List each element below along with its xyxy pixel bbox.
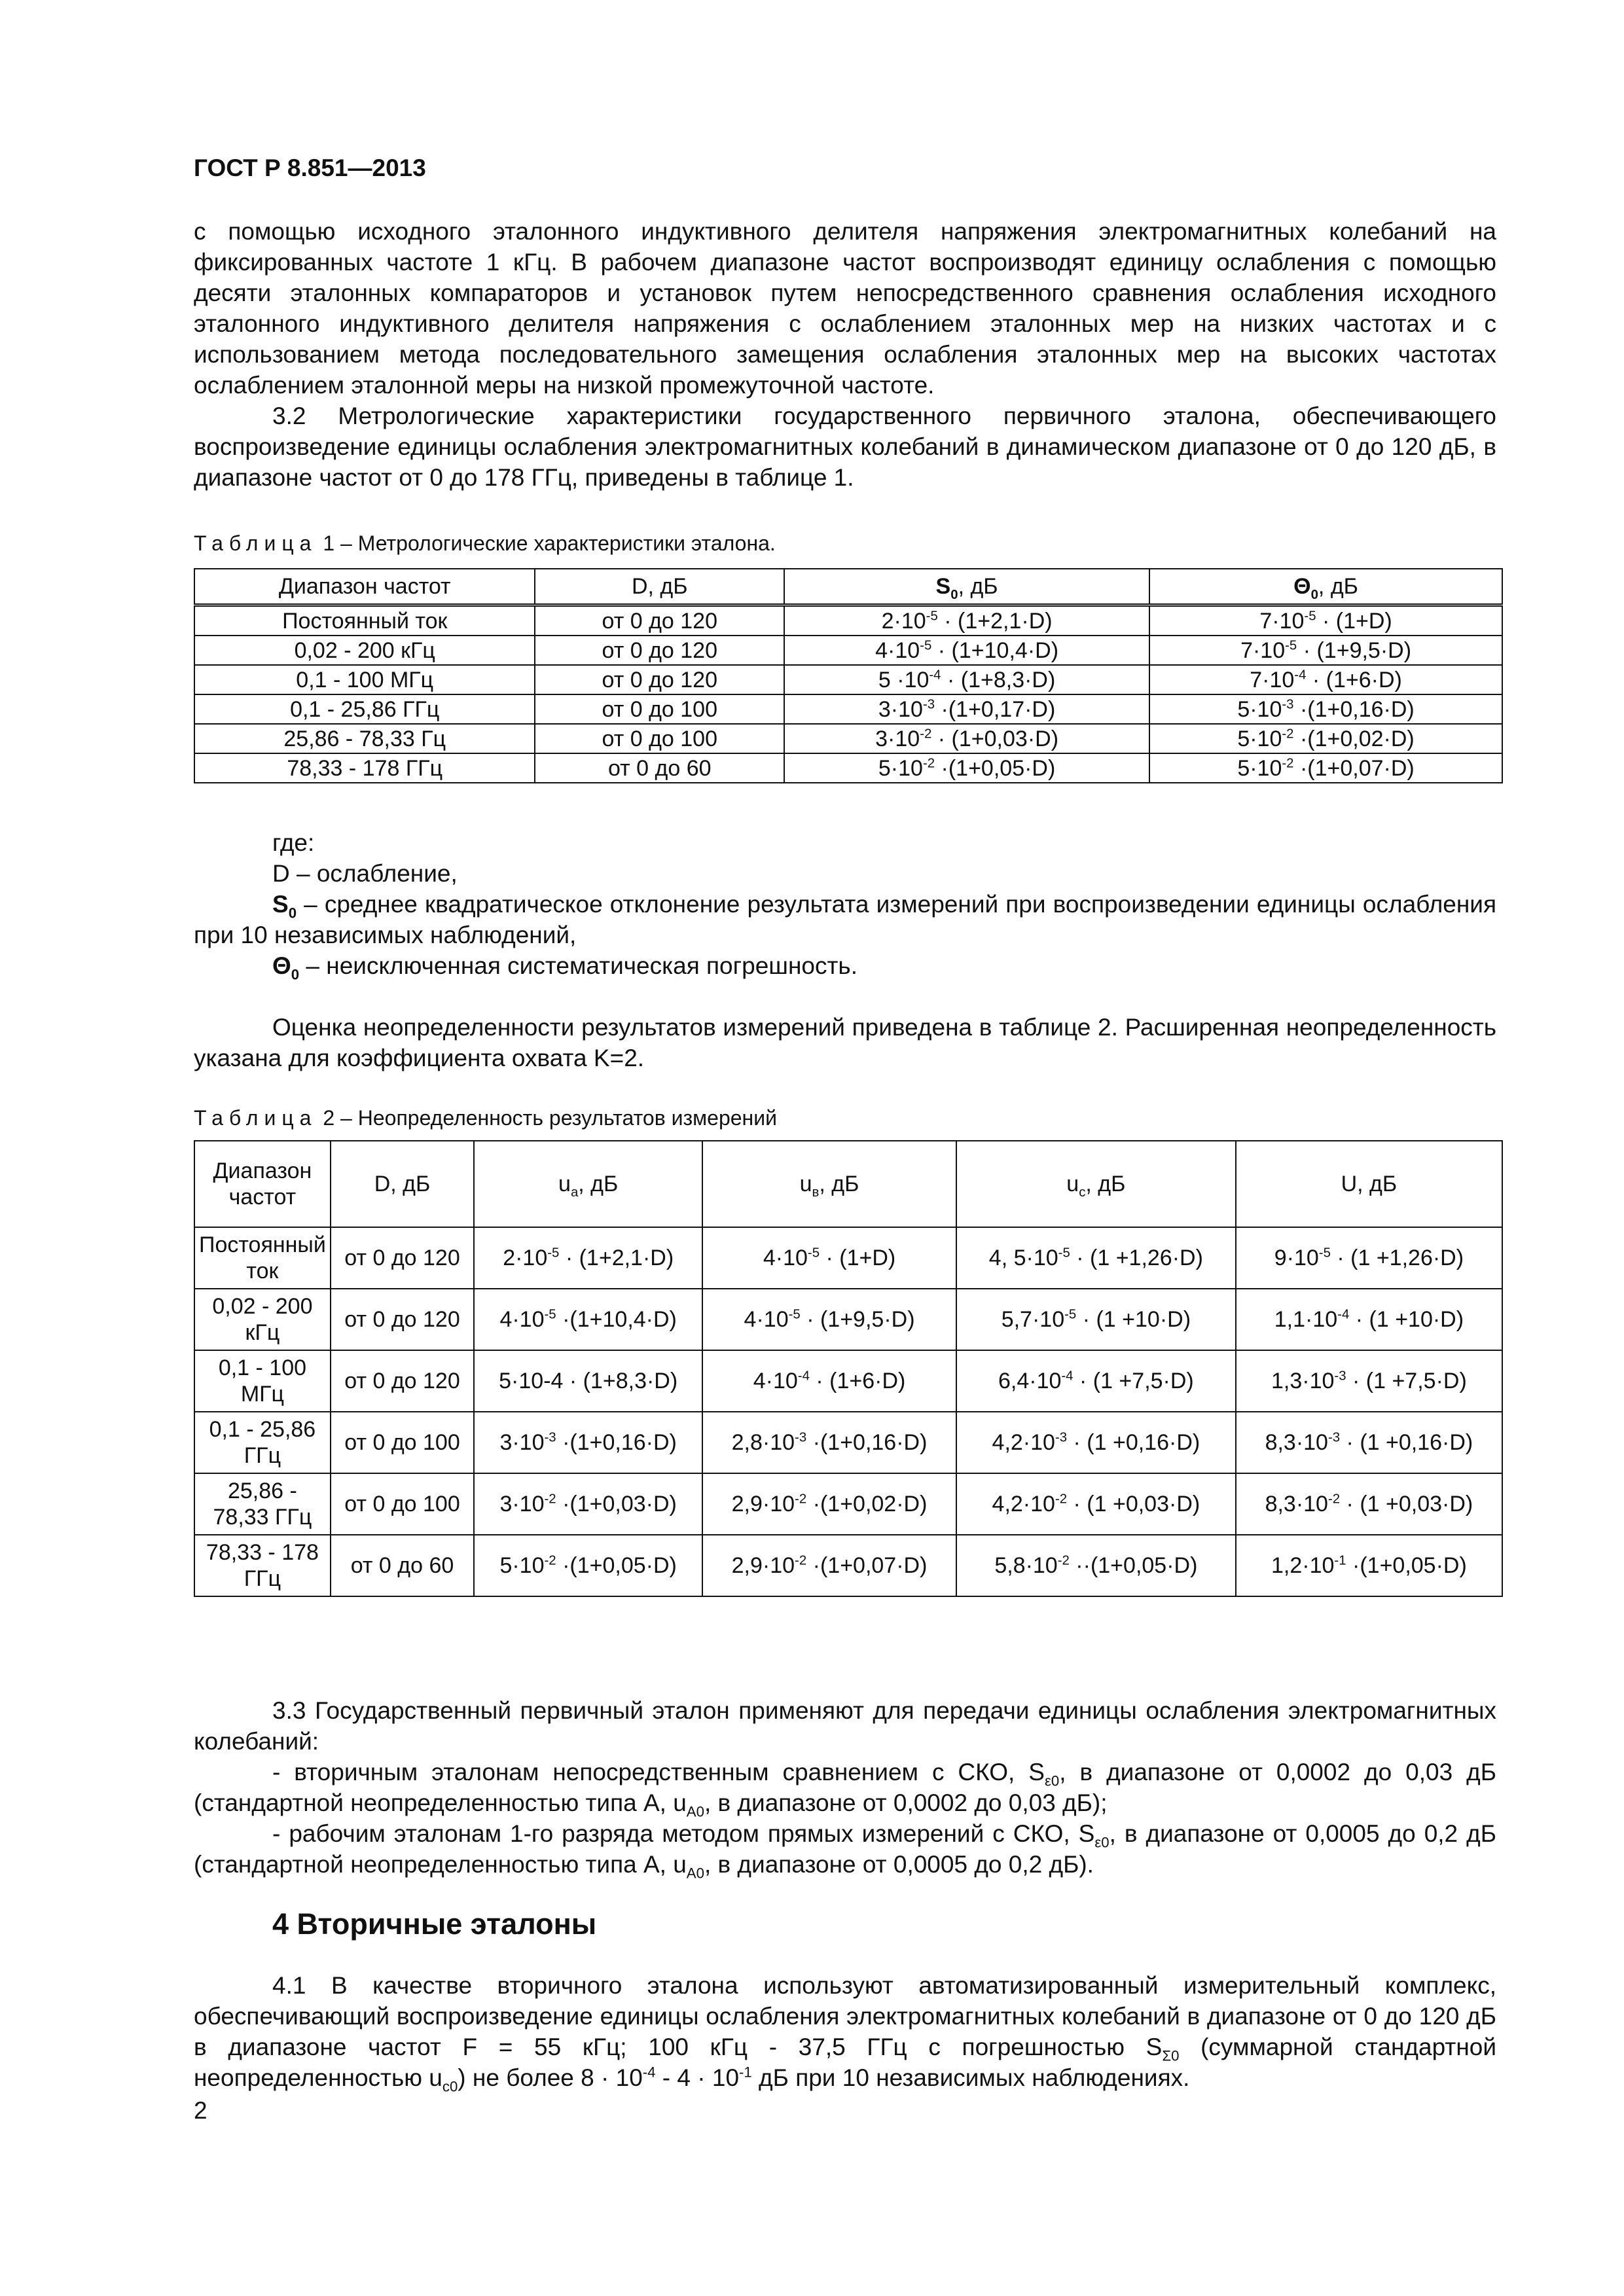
table-row: 0,1 - 25,86 ГГц от 0 до 100 $3\cdot 10^{-3} \cdot(1+0,16\cdot D)$ $2,8\cdot 10^{-3} \cdot(1+0,16\cdot D)$ $4,2\cdot 10^{-3} \cdot (1 +0,16\cdot D)$ $8,3\cdot 10^{-3} \cdot (1 +0,16\cdot D)$	[194, 1412, 1502, 1473]
table-row: Постоянный ток от 0 до 120 $2\cdot 10^{-5} \cdot (1+2,1\cdot D)$ $7\cdot 10^{-5} \cdot (1+D)$	[194, 605, 1502, 636]
table2-header-ua: $u_a$, дБ	[474, 1141, 702, 1227]
table1	[194, 568, 1503, 783]
definition-theta0: $\Theta_0$ – неисключенная систематическая погрешность.	[272, 952, 857, 983]
definition-where: где:	[272, 829, 315, 856]
table-row: 78,33 - 178 ГГц от 0 до 60 $5\cdot 10^{-2} \cdot(1+0,05\cdot D)$ $2,9\cdot 10^{-2} \cdot(1+0,07\cdot D)$ $5,8\cdot 10^{-2} \cdot\cdot(1+0,05\cdot D)$ $1,2\cdot 10^{-1} \cdot(1+0,05\cdot D)$	[194, 1535, 1502, 1596]
table-row: Постоянный ток от 0 до 120 $2\cdot 10^{-5} \cdot (1+2,1\cdot D)$ $4\cdot 10^{-5} \cdot (1+D)$ 4, $5\cdot 10^{-5} \cdot (1 +1,26\cdot D)$ $9\cdot 10^{-5} \cdot (1 +1,26\cdot D)$	[194, 1227, 1502, 1289]
table2-header-ub: $u_в$, дБ	[702, 1141, 956, 1227]
table-row: 25,86 - 78,33 Гц от 0 до 100 $3\cdot 10^{-2} \cdot (1+0,03\cdot D)$ $5\cdot 10^{-2} \cdot(1+0,02\cdot D)$	[194, 724, 1502, 753]
table1-header-s0: $S_0$, дБ	[784, 569, 1149, 605]
table1-header-freq: Диапазон частот	[194, 569, 535, 605]
table-row: 0,1 - 100 МГц от 0 до 120 5·10-4 · (1+8,3·D) $4\cdot 10^{-4} \cdot (1+6\cdot D)$ $6,4\cdot 10^{-4} \cdot (1 +7,5\cdot D)$ $1,3\cdot 10^{-3} \cdot (1 +7,5\cdot D)$	[194, 1350, 1502, 1412]
table-row: 0,02 - 200 кГц от 0 до 120 $4\cdot 10^{-5} \cdot (1+10,4\cdot D)$ $7\cdot 10^{-5} \cdot (1+9,5\cdot D)$	[194, 636, 1502, 665]
paragraph-4-1: 4.1 В качестве вторичного эталона используют автоматизированный измерительный комплекс, обеспечивающий воспроизведение единицы ослабления электромагнитных колебаний в диапазоне от 0 до 120 дБ в диапазоне частот F = 55 кГц; 100 кГц - 37,5 ГГц с погрешностью $S_{\Sigma 0}$ (суммарной стандартной неопределенностью $u_{c0}$) не более $8 \cdot 10^{-4} - 4 \cdot 10^{-1}$ дБ при 10 независимых наблюдениях.	[194, 1972, 1496, 2095]
table2	[194, 1140, 1503, 1597]
table2-header-d: D, дБ	[331, 1141, 474, 1227]
table2-caption-text: 2 – Неопределенность результатов измерений	[323, 1106, 777, 1130]
paragraph-intro: с помощью исходного эталонного индуктивного делителя напряжения электромагнитных колебаний на фиксированных частоте 1 кГц. В рабочем диапазоне частот воспроизводят единицу ослабления с помощью десяти эталонных компараторов и установок путем непосредственного сравнения ослабления исходного эталонного индуктивного делителя напряжения с ослаблением эталонных мер на низких частотах и с использованием метода последовательного замещения ослабления эталонных мер на высоких частотах ослаблением эталонной меры на низкой промежуточной частоте.	[194, 218, 1496, 399]
definition-d: D – ослабление,	[272, 860, 458, 887]
table1-header-theta0: $\Theta_0$, дБ	[1149, 569, 1502, 605]
page-number: 2	[194, 2097, 208, 2124]
table2-header-freq: Диапазон частот	[194, 1141, 331, 1227]
paragraph-uncertainty: Оценка неопределенности результатов измерений приведена в таблице 2. Расширенная неопределенность указана для коэффициента охвата K=2.	[194, 1014, 1496, 1071]
table2-header-row	[194, 1141, 1502, 1227]
table2-caption-label: Таблица	[194, 1106, 317, 1130]
table2-header-U: U, дБ	[1236, 1141, 1502, 1227]
table2-caption	[194, 1106, 777, 1130]
table1-caption-label: Таблица	[194, 531, 317, 555]
bullet-secondary-standards: - вторичным эталонам непосредственным сравнением с СКО, $S_{\varepsilon 0}$, в диапазоне от 0,0002 до 0,03 дБ (стандартной неопределенностью типа А, $u_{A0}$, в диапазоне от 0,0002 до 0,03 дБ);	[194, 1759, 1496, 1820]
bullet-working-standards: - рабочим эталонам 1-го разряда методом прямых измерений с СКО, $S_{\varepsilon 0}$, в диапазоне от 0,0005 до 0,2 дБ (стандартной неопределенностью типа А, $u_{A0}$, в диапазоне от 0,0005 до 0,2 дБ).	[194, 1820, 1496, 1882]
table-row: 0,02 - 200 кГц от 0 до 120 $4\cdot 10^{-5} \cdot(1+10,4\cdot D)$ $4\cdot 10^{-5} \cdot (1+9,5\cdot D)$ $5,7\cdot 10^{-5} \cdot (1 +10\cdot D)$ $1,1\cdot 10^{-4} \cdot (1 +10\cdot D)$	[194, 1289, 1502, 1350]
table-row: 25,86 - 78,33 ГГц от 0 до 100 $3\cdot 10^{-2} \cdot(1+0,03\cdot D)$ $2,9\cdot 10^{-2} \cdot(1+0,02\cdot D)$ $4,2\cdot 10^{-2} \cdot (1 +0,03\cdot D)$ $8,3\cdot 10^{-2} \cdot (1 +0,03\cdot D)$	[194, 1473, 1502, 1535]
paragraph-3-3: 3.3 Государственный первичный эталон применяют для передачи единицы ослабления электромагнитных колебаний:	[194, 1697, 1496, 1755]
table-row: 0,1 - 100 МГц от 0 до 120 $5 \cdot 10^{-4} \cdot (1+8,3\cdot D)$ $7\cdot 10^{-4} \cdot (1+6\cdot D)$	[194, 665, 1502, 694]
table1-caption-text: 1 – Метрологические характеристики эталона.	[323, 531, 776, 555]
document-header: ГОСТ Р 8.851—2013	[194, 154, 426, 181]
paragraph-3-2: 3.2 Метрологические характеристики государственного первичного эталона, обеспечивающего воспроизведение единицы ослабления электромагнитных колебаний в динамическом диапазоне от 0 до 120 дБ, в диапазоне частот от 0 до 178 ГГц, приведены в таблице 1.	[194, 403, 1496, 491]
definitions	[194, 827, 1496, 981]
section-title: 4 Вторичные эталоны	[272, 1907, 597, 1941]
definition-s0: $S_0$ – среднее квадратическое отклонение результата измерений при воспроизведении единицы ослабления при 10 независимых наблюдений,	[194, 891, 1496, 948]
table1-header-d: D, дБ	[535, 569, 784, 605]
table2-header-uc: $u_c$, дБ	[956, 1141, 1236, 1227]
table1-caption	[194, 531, 776, 556]
table-row: 78,33 - 178 ГГц от 0 до 60 $5\cdot 10^{-2} \cdot(1+0,05\cdot D)$ $5\cdot 10^{-2} \cdot(1+0,07\cdot D)$	[194, 753, 1502, 783]
table1-header-row	[194, 569, 1502, 605]
table-row: 0,1 - 25,86 ГГц от 0 до 100 $3\cdot 10^{-3} \cdot(1+0,17\cdot D)$ $5\cdot 10^{-3} \cdot(1+0,16\cdot D)$	[194, 694, 1502, 724]
